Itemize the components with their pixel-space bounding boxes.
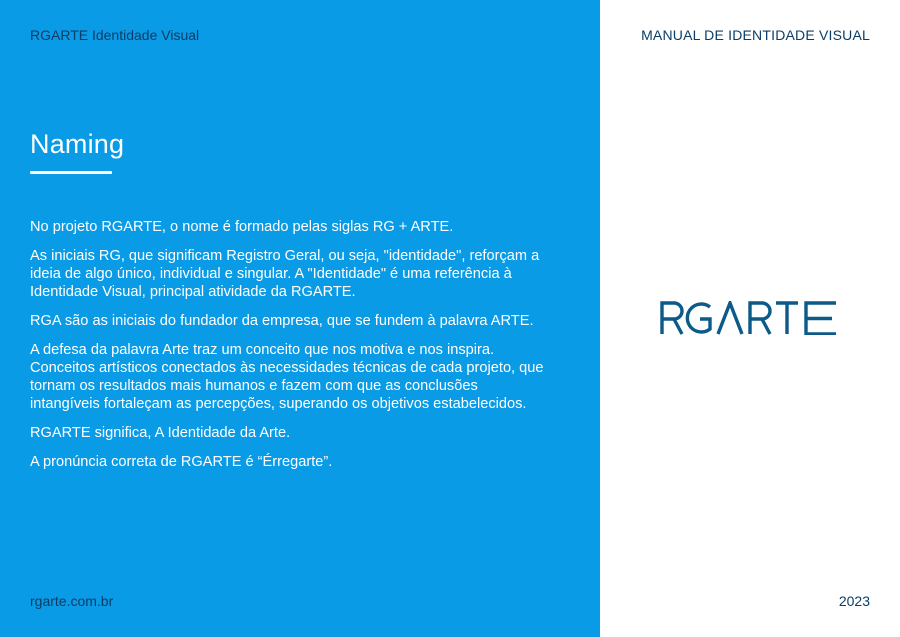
document-header-right: MANUAL DE IDENTIDADE VISUAL bbox=[641, 27, 870, 43]
paragraph: A pronúncia correta de RGARTE é “Érregarte”. bbox=[30, 454, 333, 470]
paragraph: No projeto RGARTE, o nome é formado pelas siglas RG + ARTE. bbox=[30, 219, 454, 235]
paragraph: As iniciais RG, que significam Registro Geral, ou seja, "identidade", reforçam a ideia de algo único, individual e singular. A "Identidade" é uma referência à Identidade Visual, principal atividade da RGARTE. bbox=[30, 248, 540, 300]
document-header-left: RGARTE Identidade Visual bbox=[30, 27, 200, 43]
paragraph: RGA são as iniciais do fundador da empresa, que se fundem à palavra ARTE. bbox=[30, 313, 534, 329]
rgarte-logo bbox=[660, 301, 840, 335]
year-footer: 2023 bbox=[838, 593, 870, 609]
paragraph: RGARTE significa, A Identidade da Arte. bbox=[30, 425, 291, 441]
section-title: Naming bbox=[30, 129, 125, 159]
website-footer: rgarte.com.br bbox=[30, 593, 114, 609]
title-underline bbox=[30, 171, 112, 174]
right-panel bbox=[600, 0, 900, 637]
body-text bbox=[30, 218, 550, 482]
paragraph: A defesa da palavra Arte traz um conceito que nos motiva e nos inspira. Conceitos artísticos conectados às necessidades técnicas de cada projeto, que tornam os resultados mais humanos e fazem com que as conclusões intangíveis fortaleçam as percepções, superando os objetivos estabelecidos. bbox=[30, 342, 544, 412]
